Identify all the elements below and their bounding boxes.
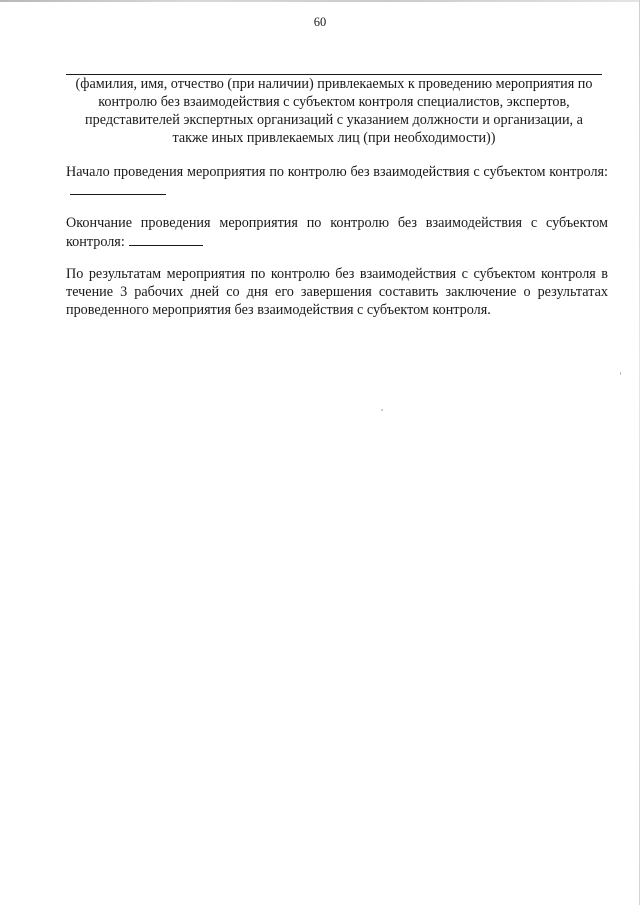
scan-speck xyxy=(381,409,383,411)
start-text: Начало проведения мероприятия по контролю без взаимодействия с субъектом контроля: xyxy=(66,164,608,180)
end-paragraph xyxy=(66,214,608,251)
page-number: 60 xyxy=(313,15,327,29)
scan-speck xyxy=(620,372,621,375)
results-paragraph: По результатам мероприятия по контролю без взаимодействия с субъектом контроля в течение 3 рабочих дней со дня его завершения составить заключение о результатах проведенного мероприятия без взаимодействия с субъектом контроля. xyxy=(66,266,608,318)
end-text: Окончание проведения мероприятия по контролю без взаимодействия с субъектом контроля: xyxy=(66,215,608,250)
end-date-blank xyxy=(129,232,203,246)
start-date-blank xyxy=(70,181,166,195)
start-paragraph xyxy=(66,163,608,200)
scan-edge-top xyxy=(0,0,640,2)
participants-caption: (фамилия, имя, отчество (при наличии) привлекаемых к проведению мероприятия по контролю без взаимодействия с субъектом контроля специалистов, экспертов, представителей экспертных организаций с указанием должности и организации, а также иных привлекаемых лиц (при необходимости)) xyxy=(75,76,593,146)
